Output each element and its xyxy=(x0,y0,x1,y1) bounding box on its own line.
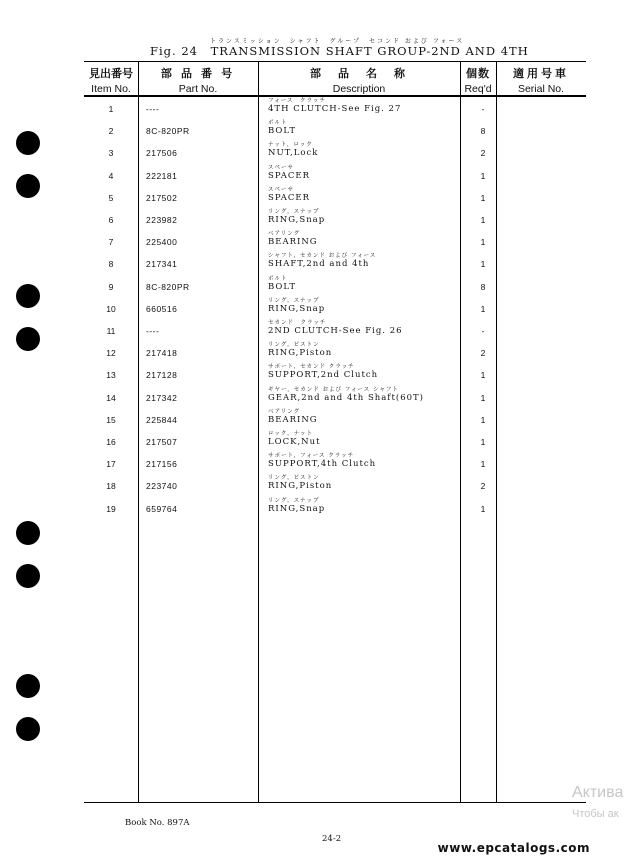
item-number: 19 xyxy=(106,503,116,514)
part-number: 660516 xyxy=(146,303,178,314)
quantity-required: 2 xyxy=(480,348,486,359)
header-part-jp: 部 品 番 号 xyxy=(160,68,236,80)
site-url: www.epcatalogs.com xyxy=(437,841,590,855)
description: NUT,Lock xyxy=(268,148,319,159)
description-kana: ボルト xyxy=(268,120,288,127)
description-kana: ナット，ロック xyxy=(268,142,313,149)
description-kana: サポート，セカンド クラッチ xyxy=(268,364,355,371)
table-row xyxy=(84,231,586,253)
quantity-required: 2 xyxy=(480,148,486,159)
binder-hole xyxy=(16,521,40,545)
description: RING,Piston xyxy=(268,481,333,492)
quantity-required: 8 xyxy=(480,126,486,137)
table-row xyxy=(84,364,586,386)
binder-hole xyxy=(16,564,40,588)
item-number: 15 xyxy=(106,414,116,425)
part-number: 8C-820PR xyxy=(146,281,190,292)
part-number: 222181 xyxy=(146,170,178,181)
quantity-required: 1 xyxy=(480,237,486,248)
header-description-jp: 部 品 名 称 xyxy=(310,68,408,80)
description-kana: ベアリング xyxy=(268,231,301,238)
description: 2ND CLUTCH-See Fig. 26 xyxy=(268,326,403,336)
item-number: 11 xyxy=(106,326,116,336)
table-row xyxy=(84,253,586,275)
part-number: 659764 xyxy=(146,503,178,514)
item-number: 13 xyxy=(106,370,116,381)
table-row xyxy=(84,209,586,231)
description: RING,Snap xyxy=(268,503,326,514)
description: BOLT xyxy=(268,126,296,137)
table-row xyxy=(84,98,586,120)
quantity-required: 1 xyxy=(480,503,486,514)
binder-hole xyxy=(16,327,40,351)
figure-title-text: TRANSMISSION SHAFT GROUP-2ND AND 4TH xyxy=(210,44,529,58)
figure-kana: トランスミッション シャフト グループ セコンド および フォース xyxy=(210,38,465,45)
description: RING,Piston xyxy=(268,348,333,359)
header-serial xyxy=(496,65,586,95)
quantity-required: 1 xyxy=(480,414,486,425)
description: RING,Snap xyxy=(268,303,326,314)
part-number: 225400 xyxy=(146,237,178,248)
description: SPACER xyxy=(268,192,311,203)
quantity-required: 1 xyxy=(480,192,486,203)
description-kana: サポート，フォース クラッチ xyxy=(268,453,355,460)
item-number: 9 xyxy=(108,281,114,292)
part-number: 217507 xyxy=(146,437,178,447)
table-row xyxy=(84,320,586,342)
header-rule xyxy=(84,95,586,97)
quantity-required: 1 xyxy=(480,459,486,470)
part-number: 225844 xyxy=(146,414,178,425)
part-number: ---- xyxy=(146,326,160,336)
binder-hole xyxy=(16,131,40,155)
page-number: 24-2 xyxy=(322,834,342,844)
description: 4TH CLUTCH-See Fig. 27 xyxy=(268,104,402,114)
description-kana: シャフト，セカンド および フォース xyxy=(268,253,377,260)
part-number: 223982 xyxy=(146,215,178,225)
table-row xyxy=(84,453,586,475)
description: BOLT xyxy=(268,281,296,292)
description: SUPPORT,2nd Clutch xyxy=(268,370,379,381)
description-kana: リング，ピストン xyxy=(268,342,320,349)
table-row xyxy=(84,298,586,320)
description-kana: セカンド クラッチ xyxy=(268,320,327,326)
header-qty-jp: 個数 xyxy=(466,68,490,80)
header-serial-jp: 適用号車 xyxy=(513,68,569,80)
part-number: 217342 xyxy=(146,392,178,403)
figure-title xyxy=(150,44,529,58)
quantity-required: 1 xyxy=(480,170,486,181)
figure-number: Fig. 24 xyxy=(150,44,198,58)
description: RING,Snap xyxy=(268,215,326,225)
description: BEARING xyxy=(268,414,318,425)
item-number: 1 xyxy=(108,104,114,114)
quantity-required: 1 xyxy=(480,392,486,403)
table-row xyxy=(84,276,586,298)
item-number: 8 xyxy=(108,259,114,270)
item-number: 18 xyxy=(106,481,116,492)
description: GEAR,2nd and 4th Shaft(60T) xyxy=(268,392,424,403)
part-number: 223740 xyxy=(146,481,178,492)
part-number: 217156 xyxy=(146,459,178,470)
description-kana: ベアリング xyxy=(268,408,301,415)
header-description xyxy=(258,65,460,95)
table-row xyxy=(84,142,586,164)
table-row xyxy=(84,475,586,497)
table-row xyxy=(84,187,586,209)
table-row xyxy=(84,165,586,187)
quantity-required: 1 xyxy=(480,437,486,447)
quantity-required: - xyxy=(481,104,485,114)
book-number: Book No. 897A xyxy=(125,818,190,828)
header-item-jp: 見出番号 xyxy=(89,68,133,80)
description: SUPPORT,4th Clutch xyxy=(268,459,377,470)
description-kana: リング，スナップ xyxy=(268,209,320,215)
watermark-line2: Чтобы ак xyxy=(572,808,619,820)
watermark-line1: Актива xyxy=(572,784,624,801)
table-row xyxy=(84,431,586,453)
item-number: 16 xyxy=(106,437,116,447)
binder-hole xyxy=(16,284,40,308)
description-kana: ロック，ナット xyxy=(268,431,314,437)
description-kana: ボルト xyxy=(268,275,288,282)
quantity-required: 8 xyxy=(480,281,486,292)
header-qty-en: Req'd xyxy=(464,83,492,95)
part-number: 217506 xyxy=(146,148,178,159)
part-number: 8C-820PR xyxy=(146,126,190,137)
description: LOCK,Nut xyxy=(268,437,321,447)
description-kana: リング，ピストン xyxy=(268,475,320,482)
table-row xyxy=(84,342,586,364)
header-part xyxy=(138,65,258,95)
item-number: 2 xyxy=(108,126,114,137)
item-number: 4 xyxy=(108,170,114,181)
quantity-required: 1 xyxy=(480,303,486,314)
header-serial-en: Serial No. xyxy=(517,83,565,95)
description-kana: リング，スナップ xyxy=(268,297,320,304)
description-kana: ギヤー，セカンド および フォース シャフト xyxy=(268,386,399,393)
item-number: 17 xyxy=(106,459,116,470)
header-part-en: Part No. xyxy=(178,83,218,95)
item-number: 3 xyxy=(108,148,114,159)
part-number: 217128 xyxy=(146,370,178,381)
item-number: 7 xyxy=(108,237,114,248)
quantity-required: 1 xyxy=(480,370,486,381)
part-number: 217418 xyxy=(146,348,178,359)
table-row xyxy=(84,498,586,520)
quantity-required: 1 xyxy=(480,215,486,225)
description-kana: スペーサ xyxy=(268,164,295,171)
table-row xyxy=(84,387,586,409)
part-number: 217502 xyxy=(146,192,178,203)
binder-hole xyxy=(16,717,40,741)
item-number: 14 xyxy=(106,392,116,403)
item-number: 10 xyxy=(106,303,116,314)
parts-table xyxy=(84,61,586,803)
header-item-en: Item No. xyxy=(91,83,131,95)
item-number: 12 xyxy=(106,348,116,359)
binder-holes xyxy=(16,0,42,865)
quantity-required: - xyxy=(481,326,485,336)
table-row xyxy=(84,120,586,142)
description: SPACER xyxy=(268,170,311,181)
part-number: 217341 xyxy=(146,259,178,270)
binder-hole xyxy=(16,674,40,698)
header-item xyxy=(84,65,138,95)
quantity-required: 1 xyxy=(480,259,486,270)
item-number: 6 xyxy=(108,215,114,225)
quantity-required: 2 xyxy=(480,481,486,492)
description: SHAFT,2nd and 4th xyxy=(268,259,370,270)
item-number: 5 xyxy=(108,192,114,203)
header-qty xyxy=(460,65,496,95)
binder-hole xyxy=(16,174,40,198)
description-kana: スペーサ xyxy=(268,186,295,193)
description: BEARING xyxy=(268,237,318,248)
description-kana: フォース クラッチ xyxy=(268,98,326,104)
part-number: ---- xyxy=(146,104,160,114)
header-description-en: Description xyxy=(332,83,386,95)
table-row xyxy=(84,409,586,431)
description-kana: リング，スナップ xyxy=(268,497,320,504)
